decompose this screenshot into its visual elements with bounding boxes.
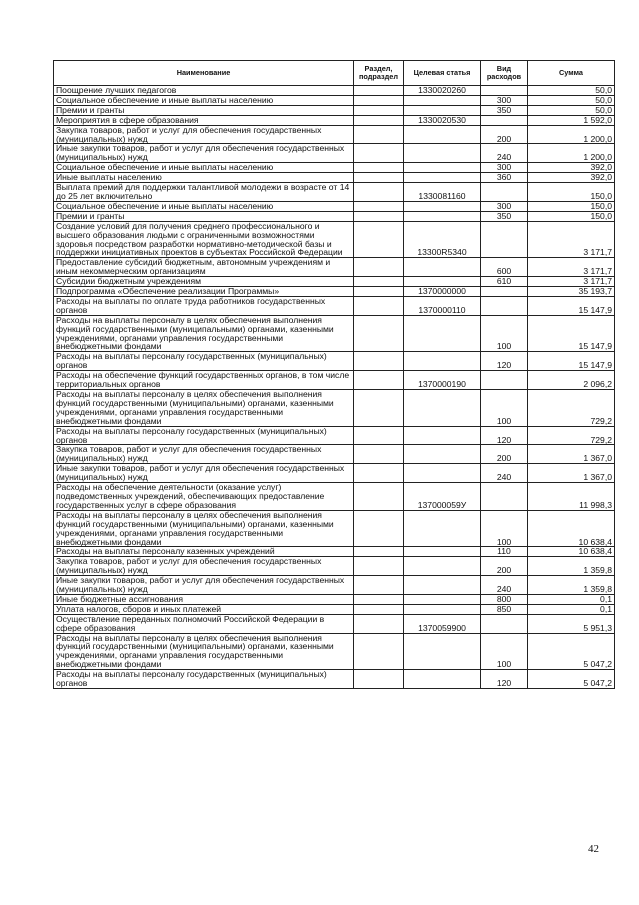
cell-section <box>354 163 404 173</box>
cell-type: 350 <box>481 105 528 115</box>
cell-section <box>354 95 404 105</box>
cell-sum: 150,0 <box>528 201 615 211</box>
table-body <box>54 86 615 689</box>
cell-section <box>354 633 404 670</box>
cell-sum: 392,0 <box>528 163 615 173</box>
cell-name: Социальное обеспечение и иные выплаты населению <box>54 163 354 173</box>
cell-sum: 1 359,8 <box>528 576 615 595</box>
cell-target <box>404 211 481 221</box>
cell-name: Расходы на выплаты персоналу государственных (муниципальных) органов <box>54 426 354 445</box>
cell-target <box>404 547 481 557</box>
cell-type: 100 <box>481 315 528 352</box>
table-row <box>54 105 615 115</box>
cell-sum: 10 638,4 <box>528 547 615 557</box>
table-row <box>54 426 615 445</box>
table-header-row <box>54 61 615 86</box>
cell-target <box>404 445 481 464</box>
table-row <box>54 390 615 427</box>
cell-target <box>404 125 481 144</box>
cell-name: Иные закупки товаров, работ и услуг для обеспечения государственных (муниципальных) нужд <box>54 144 354 163</box>
table-row <box>54 510 615 547</box>
table-row <box>54 594 615 604</box>
cell-section <box>354 258 404 277</box>
cell-type: 110 <box>481 547 528 557</box>
cell-sum: 1 200,0 <box>528 144 615 163</box>
cell-sum: 50,0 <box>528 95 615 105</box>
cell-target <box>404 144 481 163</box>
header-section: Раздел, подраздел <box>354 61 404 86</box>
cell-type <box>481 483 528 511</box>
cell-section <box>354 426 404 445</box>
cell-type: 240 <box>481 464 528 483</box>
cell-name: Уплата налогов, сборов и иных платежей <box>54 604 354 614</box>
table-row <box>54 183 615 202</box>
cell-section <box>354 115 404 125</box>
cell-sum: 3 171,7 <box>528 277 615 287</box>
cell-target <box>404 390 481 427</box>
cell-type: 120 <box>481 352 528 371</box>
cell-name: Подпрограмма «Обеспечение реализации Программы» <box>54 287 354 297</box>
cell-name: Расходы на выплаты персоналу государственных (муниципальных) органов <box>54 352 354 371</box>
table-row <box>54 258 615 277</box>
table-row <box>54 221 615 258</box>
cell-sum: 1 367,0 <box>528 445 615 464</box>
cell-type: 240 <box>481 576 528 595</box>
cell-sum: 1 359,8 <box>528 557 615 576</box>
cell-section <box>354 173 404 183</box>
cell-sum: 15 147,9 <box>528 315 615 352</box>
cell-target <box>404 510 481 547</box>
cell-type: 300 <box>481 201 528 211</box>
cell-target: 1330020530 <box>404 115 481 125</box>
cell-section <box>354 547 404 557</box>
cell-section <box>354 445 404 464</box>
cell-sum: 11 998,3 <box>528 483 615 511</box>
table-row <box>54 547 615 557</box>
table-row <box>54 86 615 96</box>
table-row <box>54 287 615 297</box>
table-row <box>54 277 615 287</box>
cell-section <box>354 277 404 287</box>
cell-section <box>354 183 404 202</box>
cell-type <box>481 371 528 390</box>
cell-type: 800 <box>481 594 528 604</box>
cell-name: Закупка товаров, работ и услуг для обеспечения государственных (муниципальных) нужд <box>54 125 354 144</box>
cell-name: Выплата премий для поддержки талантливой молодежи в возрасте от 14 до 25 лет включительно <box>54 183 354 202</box>
cell-sum: 729,2 <box>528 390 615 427</box>
cell-target <box>404 670 481 689</box>
table-row <box>54 670 615 689</box>
cell-type <box>481 296 528 315</box>
table-row <box>54 95 615 105</box>
cell-target <box>404 201 481 211</box>
cell-sum: 3 171,7 <box>528 221 615 258</box>
cell-name: Расходы на выплаты персоналу казенных учреждений <box>54 547 354 557</box>
cell-name: Создание условий для получения среднего профессионального и высшего образования людьми с ограниченными возможностями здоровья посредством разработки нормативно-методической базы и поддержки инициативных проектов в субъектах Российской Федерации <box>54 221 354 258</box>
cell-type: 100 <box>481 510 528 547</box>
cell-type: 300 <box>481 163 528 173</box>
cell-type <box>481 183 528 202</box>
cell-sum: 3 171,7 <box>528 258 615 277</box>
cell-type: 360 <box>481 173 528 183</box>
cell-sum: 5 047,2 <box>528 670 615 689</box>
table-row <box>54 614 615 633</box>
cell-type: 350 <box>481 211 528 221</box>
cell-sum: 15 147,9 <box>528 352 615 371</box>
cell-target <box>404 576 481 595</box>
cell-target <box>404 95 481 105</box>
cell-name: Расходы на выплаты по оплате труда работников государственных органов <box>54 296 354 315</box>
header-target: Целевая статья <box>404 61 481 86</box>
cell-type: 200 <box>481 445 528 464</box>
table-row <box>54 352 615 371</box>
cell-target <box>404 464 481 483</box>
cell-target: 1330020260 <box>404 86 481 96</box>
cell-name: Премии и гранты <box>54 211 354 221</box>
table-row <box>54 464 615 483</box>
cell-type: 100 <box>481 390 528 427</box>
cell-name: Закупка товаров, работ и услуг для обеспечения государственных (муниципальных) нужд <box>54 445 354 464</box>
cell-section <box>354 594 404 604</box>
cell-section <box>354 125 404 144</box>
cell-type: 300 <box>481 95 528 105</box>
cell-section <box>354 576 404 595</box>
cell-section <box>354 86 404 96</box>
cell-sum: 10 638,4 <box>528 510 615 547</box>
table-row <box>54 315 615 352</box>
cell-section <box>354 604 404 614</box>
cell-section <box>354 221 404 258</box>
cell-target: 13300R5340 <box>404 221 481 258</box>
cell-sum: 150,0 <box>528 183 615 202</box>
cell-target <box>404 633 481 670</box>
cell-sum: 5 951,3 <box>528 614 615 633</box>
cell-name: Осуществление переданных полномочий Российской Федерации в сфере образования <box>54 614 354 633</box>
table-row <box>54 211 615 221</box>
cell-type <box>481 221 528 258</box>
cell-name: Мероприятия в сфере образования <box>54 115 354 125</box>
cell-target <box>404 258 481 277</box>
cell-section <box>354 201 404 211</box>
cell-sum: 50,0 <box>528 86 615 96</box>
cell-type: 240 <box>481 144 528 163</box>
cell-name: Расходы на выплаты персоналу в целях обеспечения выполнения функций государственными (муниципальными) органами, казенными учреждениями, органами управления государственными внебюджетными фондами <box>54 315 354 352</box>
cell-sum: 15 147,9 <box>528 296 615 315</box>
document-page <box>53 60 614 689</box>
cell-type: 610 <box>481 277 528 287</box>
cell-sum: 1 200,0 <box>528 125 615 144</box>
cell-sum: 1 367,0 <box>528 464 615 483</box>
cell-sum: 0,1 <box>528 594 615 604</box>
cell-type: 600 <box>481 258 528 277</box>
budget-table <box>53 60 615 689</box>
cell-target <box>404 173 481 183</box>
cell-section <box>354 670 404 689</box>
cell-target <box>404 315 481 352</box>
cell-name: Иные закупки товаров, работ и услуг для обеспечения государственных (муниципальных) нужд <box>54 464 354 483</box>
cell-section <box>354 144 404 163</box>
cell-type: 850 <box>481 604 528 614</box>
cell-target <box>404 163 481 173</box>
cell-type: 120 <box>481 426 528 445</box>
cell-type <box>481 115 528 125</box>
cell-name: Расходы на выплаты персоналу в целях обеспечения выполнения функций государственными (муниципальными) органами, казенными учреждениями, органами управления государственными внебюджетными фондами <box>54 510 354 547</box>
cell-name: Расходы на выплаты персоналу государственных (муниципальных) органов <box>54 670 354 689</box>
cell-sum: 1 592,0 <box>528 115 615 125</box>
cell-type: 100 <box>481 633 528 670</box>
cell-target <box>404 105 481 115</box>
header-sum: Сумма <box>528 61 615 86</box>
cell-name: Социальное обеспечение и иные выплаты населению <box>54 95 354 105</box>
table-row <box>54 557 615 576</box>
cell-name: Закупка товаров, работ и услуг для обеспечения государственных (муниципальных) нужд <box>54 557 354 576</box>
table-row <box>54 173 615 183</box>
cell-section <box>354 464 404 483</box>
table-row <box>54 296 615 315</box>
cell-sum: 729,2 <box>528 426 615 445</box>
cell-name: Расходы на обеспечение функций государственных органов, в том числе территориальных органов <box>54 371 354 390</box>
cell-name: Предоставление субсидий бюджетным, автономным учреждениям и иным некоммерческим организациям <box>54 258 354 277</box>
cell-name: Расходы на выплаты персоналу в целях обеспечения выполнения функций государственными (муниципальными) органами, казенными учреждениями, органами управления государственными внебюджетными фондами <box>54 390 354 427</box>
cell-section <box>354 315 404 352</box>
cell-name: Расходы на выплаты персоналу в целях обеспечения выполнения функций государственными (муниципальными) органами, казенными учреждениями, органами управления государственными внебюджетными фондами <box>54 633 354 670</box>
table-row <box>54 201 615 211</box>
cell-type: 200 <box>481 557 528 576</box>
cell-target: 1370000110 <box>404 296 481 315</box>
cell-target <box>404 594 481 604</box>
table-row <box>54 125 615 144</box>
table-row <box>54 163 615 173</box>
cell-sum: 2 096,2 <box>528 371 615 390</box>
table-row <box>54 633 615 670</box>
cell-target: 1370059900 <box>404 614 481 633</box>
cell-target <box>404 557 481 576</box>
header-name: Наименование <box>54 61 354 86</box>
cell-name: Иные выплаты населению <box>54 173 354 183</box>
cell-section <box>354 510 404 547</box>
page-number: 42 <box>588 843 599 855</box>
cell-section <box>354 390 404 427</box>
cell-name: Иные бюджетные ассигнования <box>54 594 354 604</box>
table-row <box>54 371 615 390</box>
table-row <box>54 115 615 125</box>
table-row <box>54 483 615 511</box>
cell-type <box>481 86 528 96</box>
cell-target: 1370000000 <box>404 287 481 297</box>
cell-sum: 50,0 <box>528 105 615 115</box>
cell-name: Субсидии бюджетным учреждениям <box>54 277 354 287</box>
cell-name: Премии и гранты <box>54 105 354 115</box>
cell-section <box>354 614 404 633</box>
cell-name: Поощрение лучших педагогов <box>54 86 354 96</box>
table-row <box>54 576 615 595</box>
cell-section <box>354 105 404 115</box>
cell-target: 1330081160 <box>404 183 481 202</box>
cell-name: Иные закупки товаров, работ и услуг для обеспечения государственных (муниципальных) нужд <box>54 576 354 595</box>
cell-type: 200 <box>481 125 528 144</box>
cell-section <box>354 296 404 315</box>
cell-sum: 5 047,2 <box>528 633 615 670</box>
cell-target: 1370000190 <box>404 371 481 390</box>
cell-type <box>481 287 528 297</box>
cell-section <box>354 557 404 576</box>
cell-target <box>404 352 481 371</box>
cell-sum: 150,0 <box>528 211 615 221</box>
cell-section <box>354 371 404 390</box>
cell-section <box>354 287 404 297</box>
cell-type <box>481 614 528 633</box>
cell-target <box>404 277 481 287</box>
cell-section <box>354 211 404 221</box>
cell-section <box>354 483 404 511</box>
cell-target: 137000059У <box>404 483 481 511</box>
cell-section <box>354 352 404 371</box>
header-type: Вид расходов <box>481 61 528 86</box>
cell-sum: 392,0 <box>528 173 615 183</box>
table-row <box>54 445 615 464</box>
cell-sum: 0,1 <box>528 604 615 614</box>
cell-name: Расходы на обеспечение деятельности (оказание услуг) подведомственных учреждений, обеспечивающих предоставление государственных услуг в сфере образования <box>54 483 354 511</box>
cell-target <box>404 604 481 614</box>
table-row <box>54 144 615 163</box>
cell-sum: 35 193,7 <box>528 287 615 297</box>
cell-name: Социальное обеспечение и иные выплаты населению <box>54 201 354 211</box>
cell-target <box>404 426 481 445</box>
table-row <box>54 604 615 614</box>
cell-type: 120 <box>481 670 528 689</box>
